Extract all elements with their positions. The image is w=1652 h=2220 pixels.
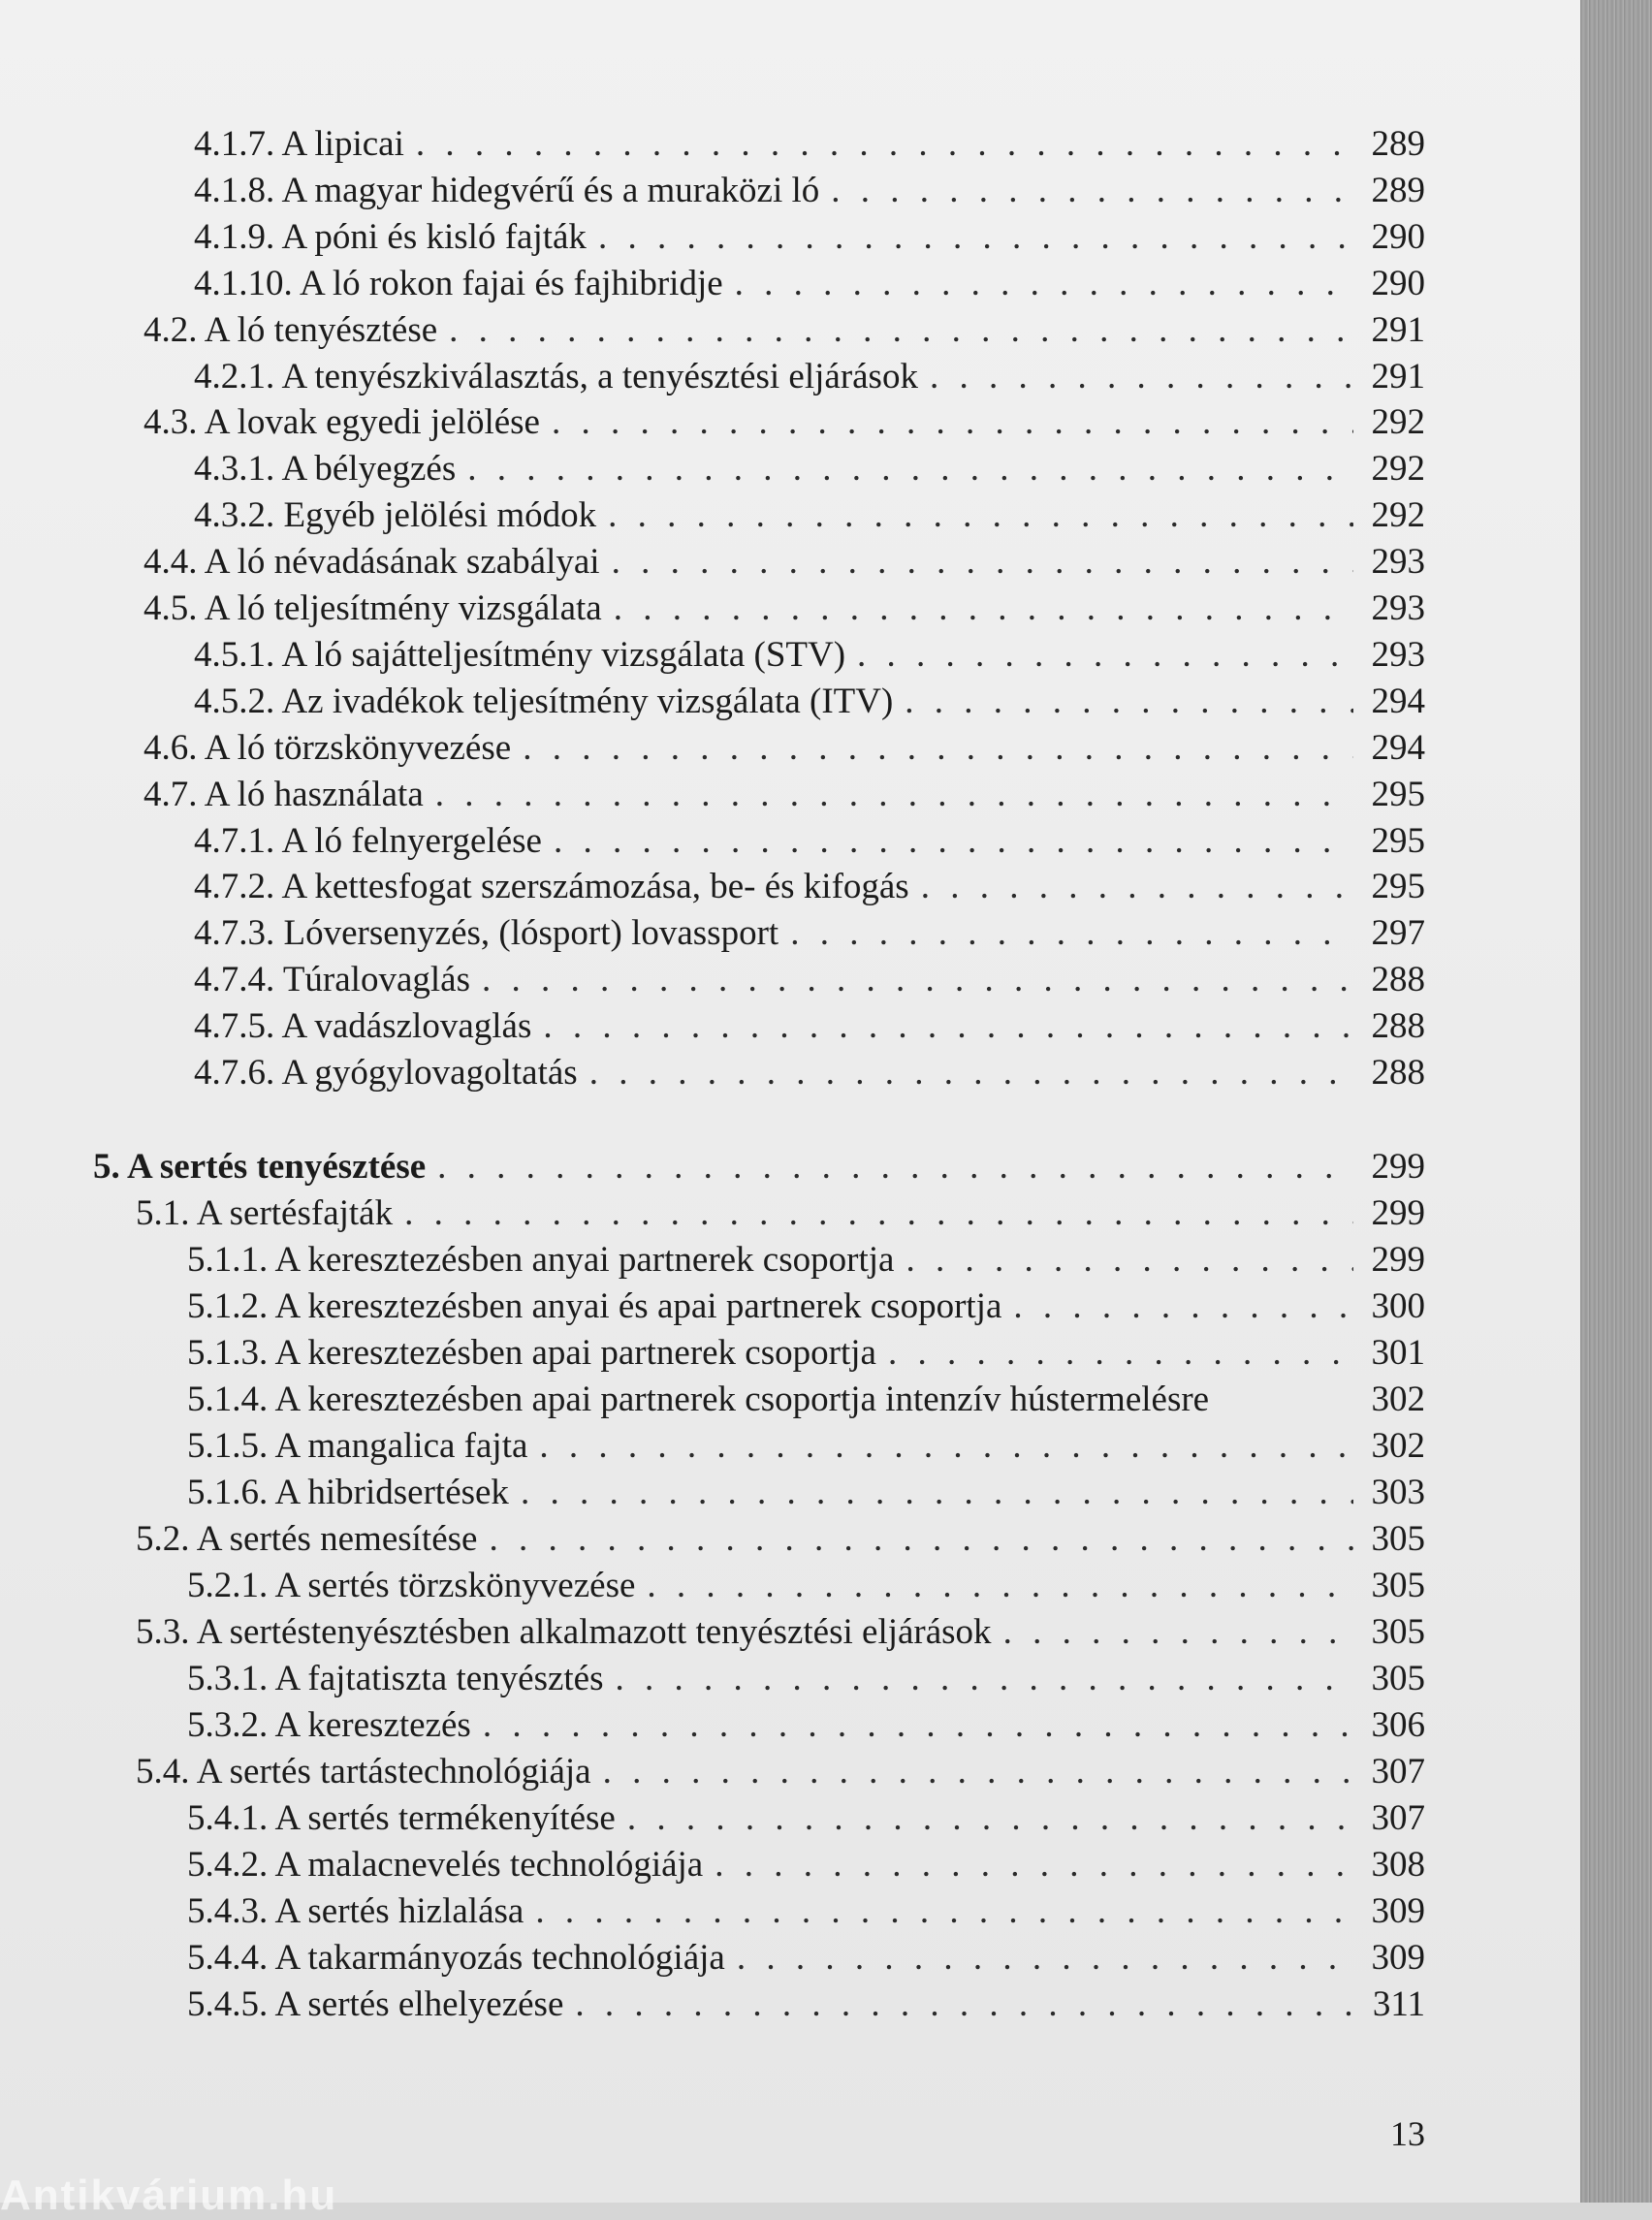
toc-entry-label: 4.5.2. Az ivadékok teljesítmény vizsgálata (ITV) — [194, 681, 894, 721]
toc-entry — [0, 725, 1425, 772]
toc-entry-label: 5.3.1. A fajtatiszta tenyésztés — [187, 1659, 604, 1698]
dot-leader — [489, 1516, 1353, 1563]
toc-entry — [0, 1190, 1425, 1237]
toc-entry-label: 5.4.1. A sertés termékenyítése — [187, 1798, 616, 1838]
toc-entry — [0, 1516, 1425, 1563]
toc-entry — [0, 261, 1425, 307]
toc-entry-page: 302 — [1371, 1380, 1425, 1419]
toc-entry-label: 4.7.4. Túralovaglás — [194, 960, 470, 1000]
toc-entry — [0, 1795, 1425, 1842]
dot-leader — [905, 679, 1353, 725]
toc-entry-label: 5.1.5. A mangalica fajta — [187, 1426, 528, 1466]
dot-leader — [575, 1982, 1353, 2028]
toc-entry-page: 288 — [1371, 1006, 1425, 1047]
toc-entry — [0, 1563, 1425, 1609]
toc-entry — [0, 399, 1425, 446]
toc-entry-label: 5.3. A sertéstenyésztésben alkalmazott tenyésztési eljárások — [136, 1612, 992, 1652]
toc-entry-page: 295 — [1371, 820, 1425, 861]
toc-entry-page: 292 — [1371, 402, 1425, 443]
dot-leader — [612, 539, 1353, 586]
toc-entry-label: 5.4.5. A sertés elhelyezése — [187, 1984, 564, 2024]
toc-entry-page: 295 — [1371, 774, 1425, 814]
dot-leader — [888, 1330, 1353, 1377]
toc-entry-label: 4.1.10. A ló rokon fajai és fajhibridje — [194, 263, 723, 303]
toc-entry — [0, 1842, 1425, 1888]
toc-entry-page: 291 — [1371, 309, 1425, 350]
toc-entry — [0, 1888, 1425, 1935]
toc-entry-label: 4.7.3. Lóversenyzés, (lósport) lovassport — [194, 913, 779, 954]
toc-entry-page: 300 — [1371, 1286, 1425, 1326]
toc-entry-page: 307 — [1371, 1798, 1425, 1838]
toc-entry-page: 294 — [1371, 727, 1425, 768]
toc-entry — [0, 679, 1425, 725]
toc-entry-label: 4.7.6. A gyógylovagoltatás — [194, 1053, 578, 1093]
toc-entry-label: 4.2.1. A tenyészkiválasztás, a tenyésztési eljárások — [194, 356, 918, 396]
dot-leader — [737, 1935, 1353, 1982]
toc-entry — [0, 1609, 1425, 1656]
toc-entry-page: 293 — [1371, 588, 1425, 628]
toc-entry — [0, 910, 1425, 957]
toc-entry-page: 307 — [1371, 1752, 1425, 1792]
toc-entry-label: 5. A sertés tenyésztése — [93, 1147, 427, 1187]
toc-entry — [0, 1702, 1425, 1749]
toc-entry — [0, 1749, 1425, 1795]
toc-entry — [0, 957, 1425, 1003]
dot-leader — [437, 1144, 1353, 1190]
dot-leader — [735, 261, 1353, 307]
toc-entry-page: 306 — [1371, 1705, 1425, 1745]
dot-leader — [647, 1563, 1353, 1609]
toc-entry-label: 4.3.1. A bélyegzés — [194, 449, 457, 490]
dot-leader — [1013, 1284, 1353, 1330]
toc-entry — [0, 864, 1425, 910]
toc-entry-label: 5.1.4. A keresztezésben apai partnerek csoportja intenzív hústermelésre — [187, 1380, 1210, 1419]
toc-entry — [0, 354, 1425, 400]
toc-entry-label: 4.4. A ló névadásának szabályai — [143, 542, 600, 583]
toc-entry-page: 290 — [1371, 263, 1425, 303]
toc-entry-page: 309 — [1371, 1938, 1425, 1978]
toc-entry-label: 4.7.1. A ló felnyergelése — [194, 820, 542, 861]
toc-entry — [0, 121, 1425, 168]
dot-leader — [1003, 1609, 1353, 1656]
toc-entry-page: 288 — [1371, 960, 1425, 1000]
toc-entry — [0, 1656, 1425, 1702]
dot-leader — [467, 446, 1353, 492]
dot-leader — [416, 121, 1353, 168]
toc-entry — [0, 632, 1425, 679]
dot-leader — [435, 772, 1353, 818]
toc-entry-label: 5.2.1. A sertés törzskönyvezése — [187, 1566, 636, 1605]
toc-entry-page: 302 — [1371, 1426, 1425, 1466]
toc-entry — [0, 1935, 1425, 1982]
toc-entry — [0, 1284, 1425, 1330]
dot-leader — [404, 1190, 1353, 1237]
toc-entry — [0, 307, 1425, 354]
toc-entry-label: 5.3.2. A keresztezés — [187, 1705, 471, 1745]
toc-entry-page: 294 — [1371, 681, 1425, 721]
toc-entry — [0, 1423, 1425, 1470]
toc-entry — [0, 586, 1425, 632]
dot-leader — [831, 168, 1353, 214]
toc-entry-page: 299 — [1371, 1240, 1425, 1280]
toc-entry-page: 291 — [1371, 356, 1425, 396]
dot-leader — [589, 1050, 1353, 1096]
toc-entry-label: 4.7.2. A kettesfogat szerszámozása, be- és kifogás — [194, 867, 909, 907]
dot-leader — [483, 1702, 1353, 1749]
toc-entry-label: 5.4.4. A takarmányozás technológiája — [187, 1938, 725, 1978]
dot-leader — [543, 1003, 1353, 1050]
toc-entry-label: 5.2. A sertés nemesítése — [136, 1519, 478, 1559]
dot-leader — [598, 214, 1353, 261]
toc-entry — [0, 446, 1425, 492]
dot-leader — [790, 910, 1353, 957]
toc-entry — [0, 1470, 1425, 1516]
toc-entry-label: 4.1.8. A magyar hidegvérű és a muraközi ló — [194, 170, 820, 210]
toc-entry-page: 305 — [1371, 1566, 1425, 1605]
toc-entry-page: 297 — [1371, 913, 1425, 954]
dot-leader — [539, 1423, 1353, 1470]
toc-entry — [0, 1982, 1425, 2028]
toc-entry — [0, 539, 1425, 586]
toc-entry-page: 305 — [1371, 1659, 1425, 1698]
watermark: Antikvárium.hu — [0, 2172, 338, 2219]
toc-entry-page: 305 — [1371, 1612, 1425, 1652]
toc-entry-label: 5.1.6. A hibridsertések — [187, 1473, 509, 1512]
toc-entry-page: 309 — [1371, 1891, 1425, 1931]
toc-entry — [0, 1377, 1425, 1423]
toc-entry-page: 293 — [1371, 634, 1425, 675]
toc-entry-label: 4.7. A ló használata — [143, 774, 424, 814]
dot-leader — [521, 1470, 1353, 1516]
toc-entry-label: 4.7.5. A vadászlovaglás — [194, 1006, 532, 1047]
toc-entry-page: 292 — [1371, 449, 1425, 490]
dot-leader — [905, 1237, 1353, 1284]
toc-entry-page: 289 — [1371, 124, 1425, 164]
toc-entry-page: 299 — [1371, 1193, 1425, 1233]
toc-entry-page: 305 — [1371, 1519, 1425, 1559]
toc-entry — [0, 1003, 1425, 1050]
toc-entry — [0, 1237, 1425, 1284]
dot-leader — [608, 492, 1353, 539]
toc-entry-label: 4.2. A ló tenyésztése — [143, 309, 438, 350]
toc-entry-label: 5.1. A sertésfajták — [136, 1193, 394, 1233]
dot-leader — [614, 586, 1353, 632]
toc-entry-label: 4.6. A ló törzskönyvezése — [143, 727, 512, 768]
toc-entry-page: 308 — [1371, 1845, 1425, 1885]
toc-entry — [0, 1330, 1425, 1377]
toc-entry-label: 5.4. A sertés tartástechnológiája — [136, 1752, 591, 1792]
dot-leader — [715, 1842, 1353, 1888]
dot-leader — [552, 399, 1353, 446]
toc-entry-page: 289 — [1371, 170, 1425, 210]
toc-entry-page: 290 — [1371, 216, 1425, 257]
dot-leader — [535, 1888, 1353, 1935]
toc-entry-page: 311 — [1372, 1984, 1425, 2024]
toc-entry-label: 4.5. A ló teljesítmény vizsgálata — [143, 588, 602, 628]
toc-entry-page: 293 — [1371, 542, 1425, 583]
toc-entry-page: 288 — [1371, 1053, 1425, 1093]
toc-entry-page: 295 — [1371, 867, 1425, 907]
dot-leader — [616, 1656, 1354, 1702]
toc-entry-page: 299 — [1371, 1147, 1425, 1187]
toc-entry-label: 4.3.2. Egyéb jelölési módok — [194, 495, 597, 536]
dot-leader — [921, 864, 1353, 910]
dot-leader — [930, 354, 1353, 400]
page-edge — [1580, 0, 1652, 2203]
toc-entry-page: 301 — [1371, 1333, 1425, 1373]
page-number: 13 — [1390, 2114, 1425, 2153]
toc-entry — [0, 772, 1425, 818]
toc-entry-label: 5.1.2. A keresztezésben anyai és apai partnerek csoportja — [187, 1286, 1002, 1326]
toc-entry — [0, 492, 1425, 539]
dot-leader — [603, 1749, 1353, 1795]
toc-entry-page: 292 — [1371, 495, 1425, 536]
dot-leader — [627, 1795, 1353, 1842]
toc-entry-label: 5.1.1. A keresztezésben anyai partnerek csoportja — [187, 1240, 895, 1280]
toc-entry — [0, 818, 1425, 865]
dot-leader — [449, 307, 1353, 354]
toc-entry-label: 4.3. A lovak egyedi jelölése — [143, 402, 540, 443]
toc-entry-label: 4.5.1. A ló sajátteljesítmény vizsgálata (STV) — [194, 634, 846, 675]
toc-entry — [0, 1144, 1425, 1190]
toc-entry-label: 4.1.9. A póni és kisló fajták — [194, 216, 587, 257]
dot-leader — [857, 632, 1353, 679]
toc-entry-page: 303 — [1371, 1473, 1425, 1512]
dot-leader — [482, 957, 1353, 1003]
toc-entry-label: 5.4.2. A malacnevelés technológiája — [187, 1845, 704, 1885]
toc-entry — [0, 168, 1425, 214]
dot-leader — [523, 725, 1353, 772]
dot-leader — [554, 818, 1353, 865]
toc-entry — [0, 214, 1425, 261]
toc-entry-label: 5.1.3. A keresztezésben apai partnerek csoportja — [187, 1333, 876, 1373]
toc-entry — [0, 1050, 1425, 1096]
toc-entry-label: 4.1.7. A lipicai — [194, 124, 404, 164]
toc-entry-label: 5.4.3. A sertés hizlalása — [187, 1891, 524, 1931]
